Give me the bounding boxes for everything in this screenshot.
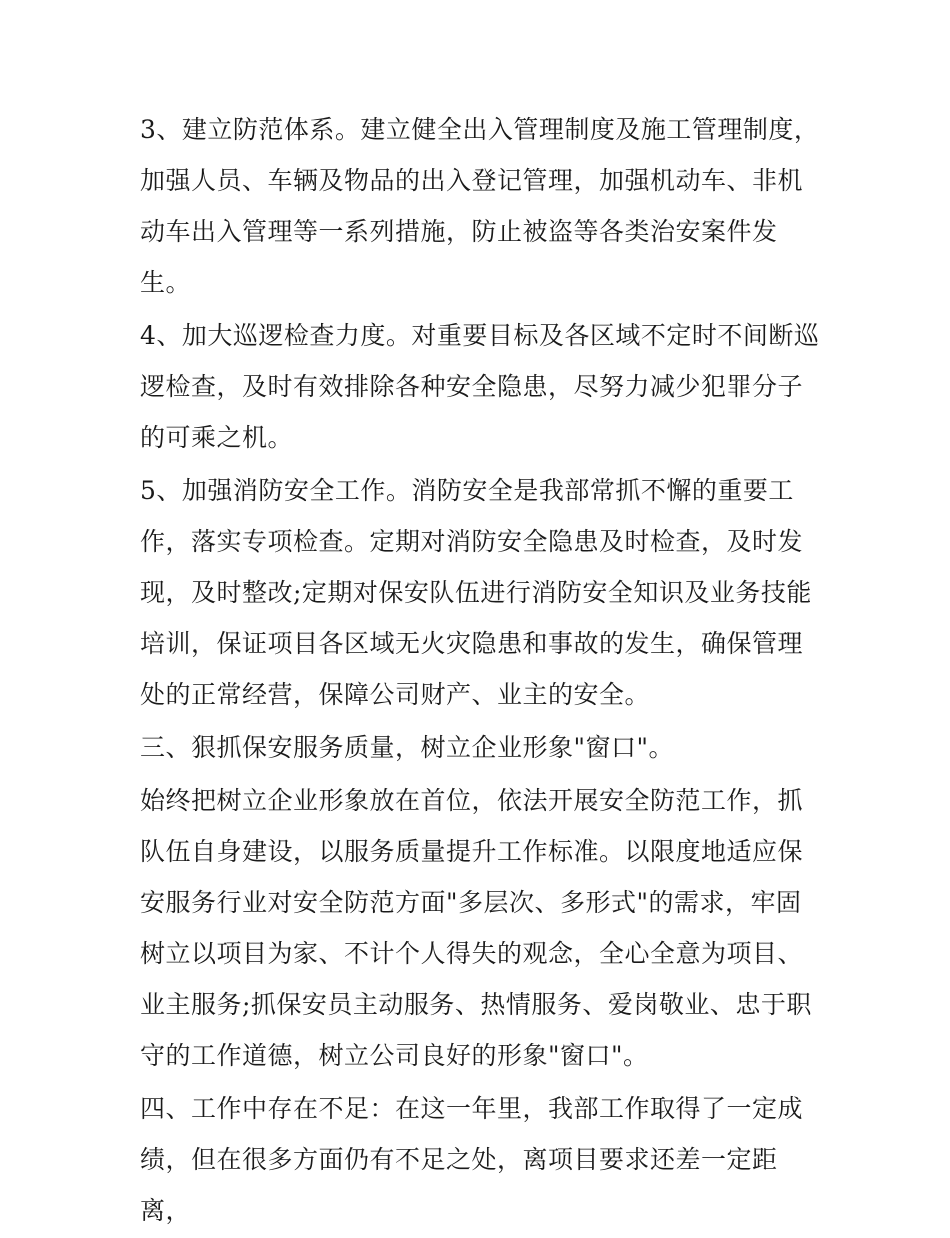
section-heading-shortcomings: 四、工作中存在不足：在这一年里，我部工作取得了一定成绩，但在很多方面仍有不足之处，离项目要求还差一定距离，	[140, 1094, 804, 1225]
paragraph-company-image: 始终把树立企业形象放在首位，依法开展安全防范工作，抓队伍自身建设，以服务质量提升工作标准。以限度地适应保安服务行业对安全防范方面"多层次、多形式"的需求，牢固树立以项目为家、不计个人得失的观念，全心全意为项目、业主服务;抓保安员主动服务、热情服务、爱岗敬业、忠于职守的工作道德，树立公司良好的形象"窗口"。	[140, 786, 812, 1070]
section-heading-service-quality: 三、狠抓保安服务质量，树立企业形象"窗口"。	[140, 733, 674, 762]
paragraph-prevention-system: 3、建立防范体系。建立健全出入管理制度及施工管理制度，加强人员、车辆及物品的出入登记管理，加强机动车、非机动车出入管理等一系列措施，防止被盗等各类治安案件发生。	[140, 115, 820, 297]
document-body	[140, 104, 820, 1238]
paragraph-patrol-inspection: 4、加大巡逻检查力度。对重要目标及各区域不定时不间断巡逻检查，及时有效排除各种安全隐患，尽努力减少犯罪分子的可乘之机。	[140, 321, 820, 452]
paragraph-fire-safety: 5、加强消防安全工作。消防安全是我部常抓不懈的重要工作，落实专项检查。定期对消防安全隐患及时检查，及时发现，及时整改;定期对保安队伍进行消防安全知识及业务技能培训，保证项目各区域无火灾隐患和事故的发生，确保管理处的正常经营，保障公司财产、业主的安全。	[140, 476, 812, 709]
